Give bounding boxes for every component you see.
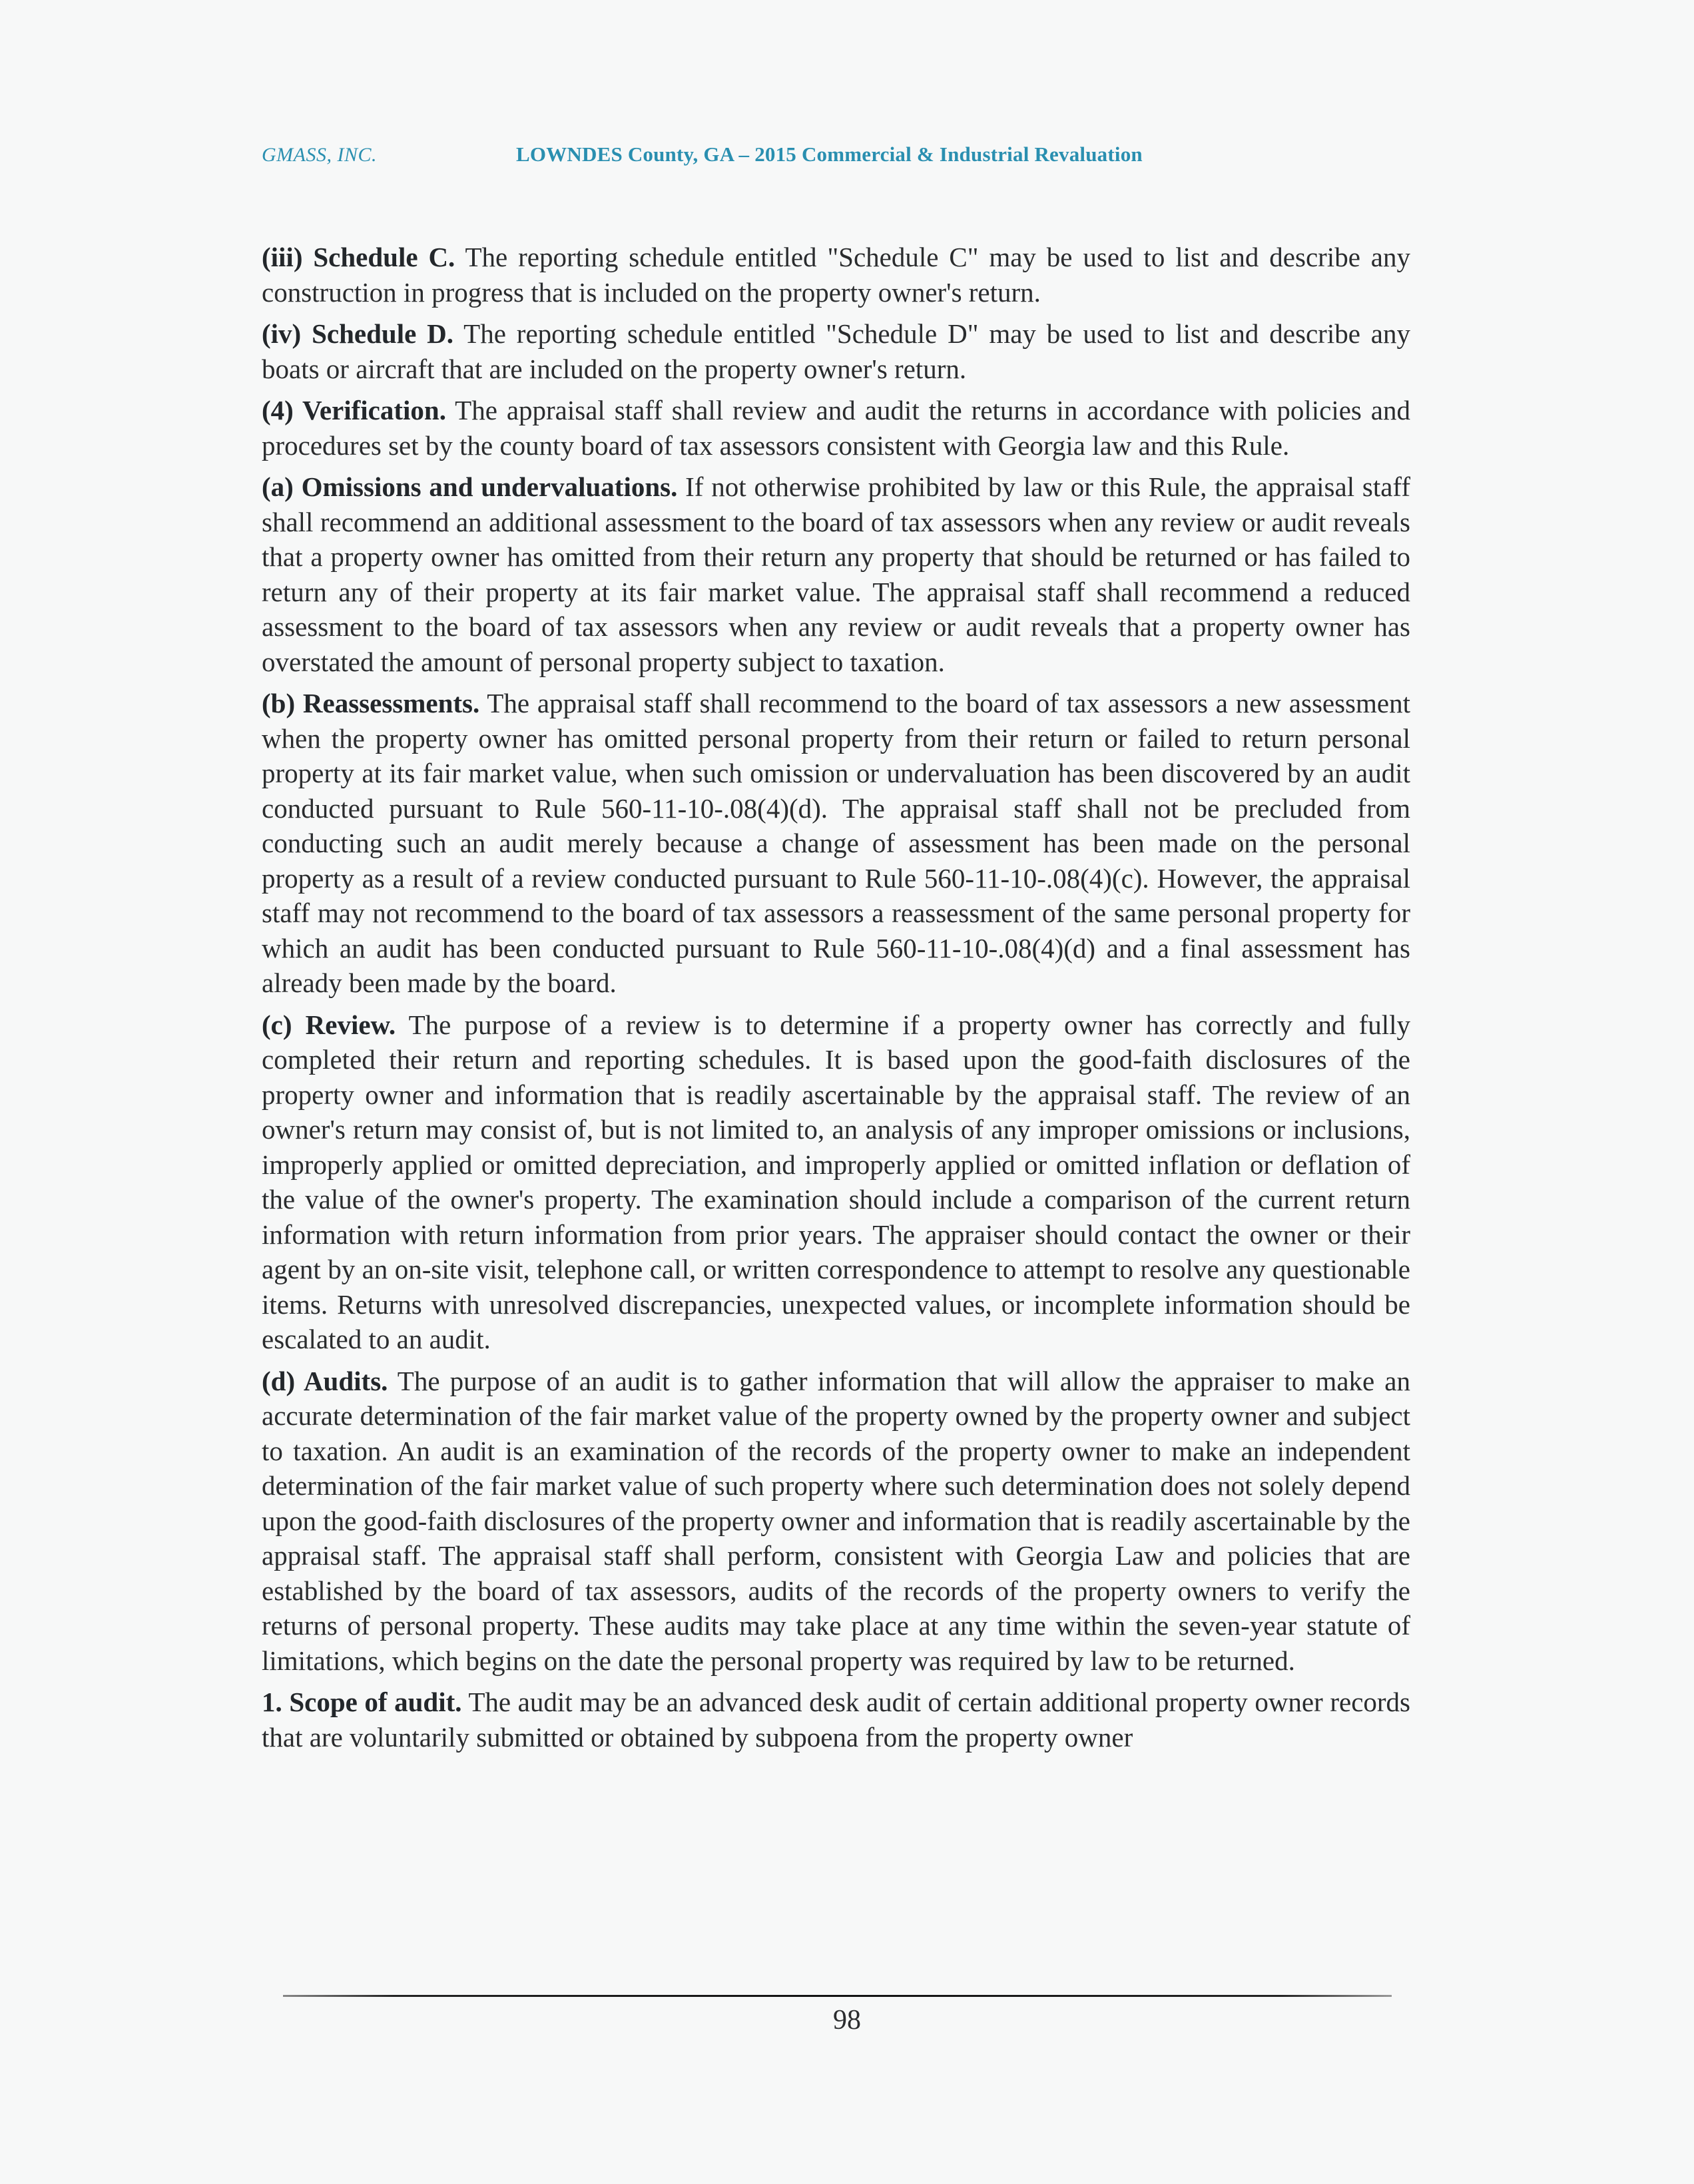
document-body [262,240,1410,1761]
document-title: LOWNDES County, GA – 2015 Commercial & Industrial Revaluation [516,142,1143,166]
paragraph-reassessments [262,686,1410,1001]
paragraph-text: The reporting schedule entitled "Schedule D" may be used to list and describe any boats or aircraft that are included on the property owner's return. [262,318,1410,384]
paragraph-verification [262,393,1410,463]
paragraph-heading: (d) Audits. [262,1365,388,1396]
paragraph-schedule-c [262,240,1410,310]
paragraph-heading: (a) Omissions and undervaluations. [262,471,678,502]
paragraph-audits [262,1364,1410,1679]
paragraph-scope-of-audit [262,1685,1410,1755]
paragraph-text: The appraisal staff shall review and audit the returns in accordance with policies and procedures set by the county board of tax assessors consistent with Georgia law and this Rule. [262,395,1410,461]
page-header [262,140,1420,173]
paragraph-heading: (4) Verification. [262,395,446,425]
paragraph-heading: (b) Reassessments. [262,688,480,718]
paragraph-heading: (iv) Schedule D. [262,318,454,349]
company-name: GMASS, INC. [262,144,377,166]
paragraph-heading: (c) Review. [262,1009,396,1040]
paragraph-review [262,1007,1410,1357]
paragraph-text: The purpose of an audit is to gather information that will allow the appraiser to make an accurate determination of the fair market value of the property owned by the property owner and subject to taxation. An audit is an examination of the records of the property owner to make an independent determination of the fair market value of such property where such determination does not solely depend upon the good-faith disclosures of the property owner and information that is readily ascertainable by the appraisal staff. The appraisal staff shall perform, consistent with Georgia Law and policies that are established by the board of tax assessors, audits of the records of the property owners to verify the returns of personal property. These audits may take place at any time within the seven-year statute of limitations, which begins on the date the personal property was required by law to be returned. [262,1365,1411,1676]
paragraph-text: The reporting schedule entitled "Schedule C" may be used to list and describe any construction in progress that is included on the property owner's return. [262,242,1410,308]
page-number: 98 [833,2005,861,2036]
paragraph-heading: (iii) Schedule C. [262,242,455,272]
paragraph-text: The purpose of a review is to determine if a property owner has correctly and fully completed their return and reporting schedules. It is based upon the good-faith disclosures of the property owner and information that is readily ascertainable by the appraisal staff. The review of an owner's return may consist of, but is not limited to, an analysis of any improper omissions or inclusions, improperly applied or omitted depreciation, and improperly applied or omitted inflation or deflation of the value of the owner's property. The examination should include a comparison of the current return information with return information from prior years. The appraiser should contact the owner or their agent by an on-site visit, telephone call, or written correspondence to attempt to resolve any questionable items. Returns with unresolved discrepancies, unexpected values, or incomplete information should be escalated to an audit. [262,1009,1411,1354]
paragraph-text: The audit may be an advanced desk audit of certain additional property owner records that are voluntarily submitted or obtained by subpoena from the property owner [262,1687,1411,1753]
footer-divider [283,1995,1392,1997]
paragraph-text: The appraisal staff shall recommend to the board of tax assessors a new assessment when the property owner has omitted personal property from their return or failed to return personal property at its fair market value, when such omission or undervaluation has been discovered by an audit conducted pursuant to Rule 560-11-10-.08(4)(d). The appraisal staff shall not be precluded from conducting such an audit merely because a change of assessment has been made on the personal property as a result of a review conducted pursuant to Rule 560-11-10-.08(4)(c). However, the appraisal staff may not recommend to the board of tax assessors a reassessment of the same personal property for which an audit has been conducted pursuant to Rule 560-11-10-.08(4)(d) and a final assessment has already been made by the board. [262,688,1410,998]
paragraph-omissions [262,469,1410,679]
paragraph-schedule-d [262,316,1410,386]
paragraph-heading: 1. Scope of audit. [262,1687,462,1717]
paragraph-text: If not otherwise prohibited by law or this Rule, the appraisal staff shall recommend an additional assessment to the board of tax assessors when any review or audit reveals that a property owner has omitted from their return any property that should be returned or has failed to return any of their property at its fair market value. The appraisal staff shall recommend a reduced assessment to the board of tax assessors when any review or audit reveals that a property owner has overstated the amount of personal property subject to taxation. [262,471,1410,677]
